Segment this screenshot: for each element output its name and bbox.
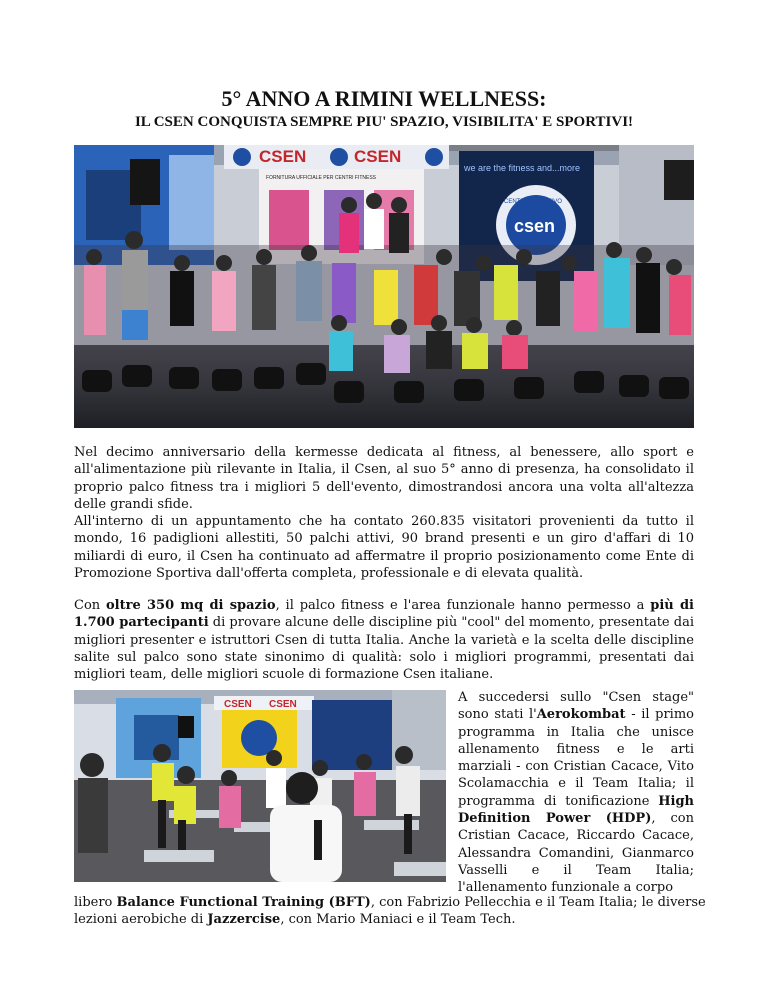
highlight-space: oltre 350 mq di spazio [106,598,276,613]
article-title: 5° ANNO A RIMINI WELLNESS: [221,86,547,111]
group-photo [74,145,694,428]
banner-csen-left: CSEN [259,147,307,166]
article-subtitle: IL CSEN CONQUISTA SEMPRE PIU' SPAZIO, VISIBILITA' E SPORTIVI! [134,114,634,130]
paragraph-stage: A succedersi sullo "Csen stage" sono stati l'Aerokombat - il primo programma in Italia che unisce allenamento fitness e le arti marziali - con Cristian Cacace, Vito Scolamacchia e il Team Italia; il programma di tonificazione High Definition Power (HDP), con Cristian Cacace, Riccardo Cacace, Alessandra Comandini, Gianmarco Vasselli e il Team Italia; l'allenamento funzionale a corpo [458,690,695,896]
highlight-aerokombat: Aerokombat [536,707,626,723]
paragraph-1: Nel decimo anniversario della kermesse dedicata al fitness, al benessere, allo sport e all'alimentazione più rilevante in Italia, il Csen, al suo 5° anno di presenza, ha consolidato il proprio palco fitness tra i migliori 5 dell'evento, dimostrandosi ancora una volta all'altezza delle grandi sfide. [74,445,694,512]
paragraph-bottom: libero Balance Functional Training (BFT), con Fabrizio Pellecchia e il Team Italia; le diverse lezioni aerobiche di Jazzercise, con Mario Maniaci e il Team Tech. [74,895,706,928]
screen-slogan: we are the fitness and...more [464,163,581,173]
photo2-banner-left: CSEN [224,699,252,710]
photo2-banner-right: CSEN [269,699,297,710]
banner-csen-right: CSEN [354,147,402,166]
screen-logo-ring: CENTRO SPORTIVO [504,199,562,205]
paragraph-intro [74,444,694,582]
sign-text: FORNITURA UFFICIALE PER CENTRI FITNESS [266,175,377,181]
highlight-jazzercise: Jazzercise [207,912,281,928]
highlight-participants: più di 1.700 partecipanti [74,598,694,631]
screen-logo: csen [514,216,556,236]
highlight-bft: Balance Functional Training (BFT) [116,895,371,910]
highlight-hdp: High Definition Power (HDP) [458,793,694,827]
paragraph-2: All'interno di un appuntamento che ha contato 260.835 visitatori provenienti da tutto il mondo, 16 padiglioni allestiti, 50 palchi attivi, 90 brand presenti e un giro d'affari di 10 miliardi di euro, il Csen ha continuato ad affermatre il proprio posizionamento come Ente di Promozione Sportiva dall'offerta completa, professionale e di elevata qualità. [74,514,694,582]
paragraph-3: Con oltre 350 mq di spazio, il palco fitness e l'area funzionale hanno permesso a più di 1.700 partecipanti di provare alcune delle discipline più "cool" del momento, presentate dai migliori presenter e istruttori Csen di tutta Italia. Anche la varietà e la scelta delle discipline salite sul palco sono state sinonimo di qualità: solo i migliori programmi, presentati dai migliori team, delle migliori scuole di formazione Csen italiane. [74,598,694,683]
step-class-photo [74,690,446,882]
